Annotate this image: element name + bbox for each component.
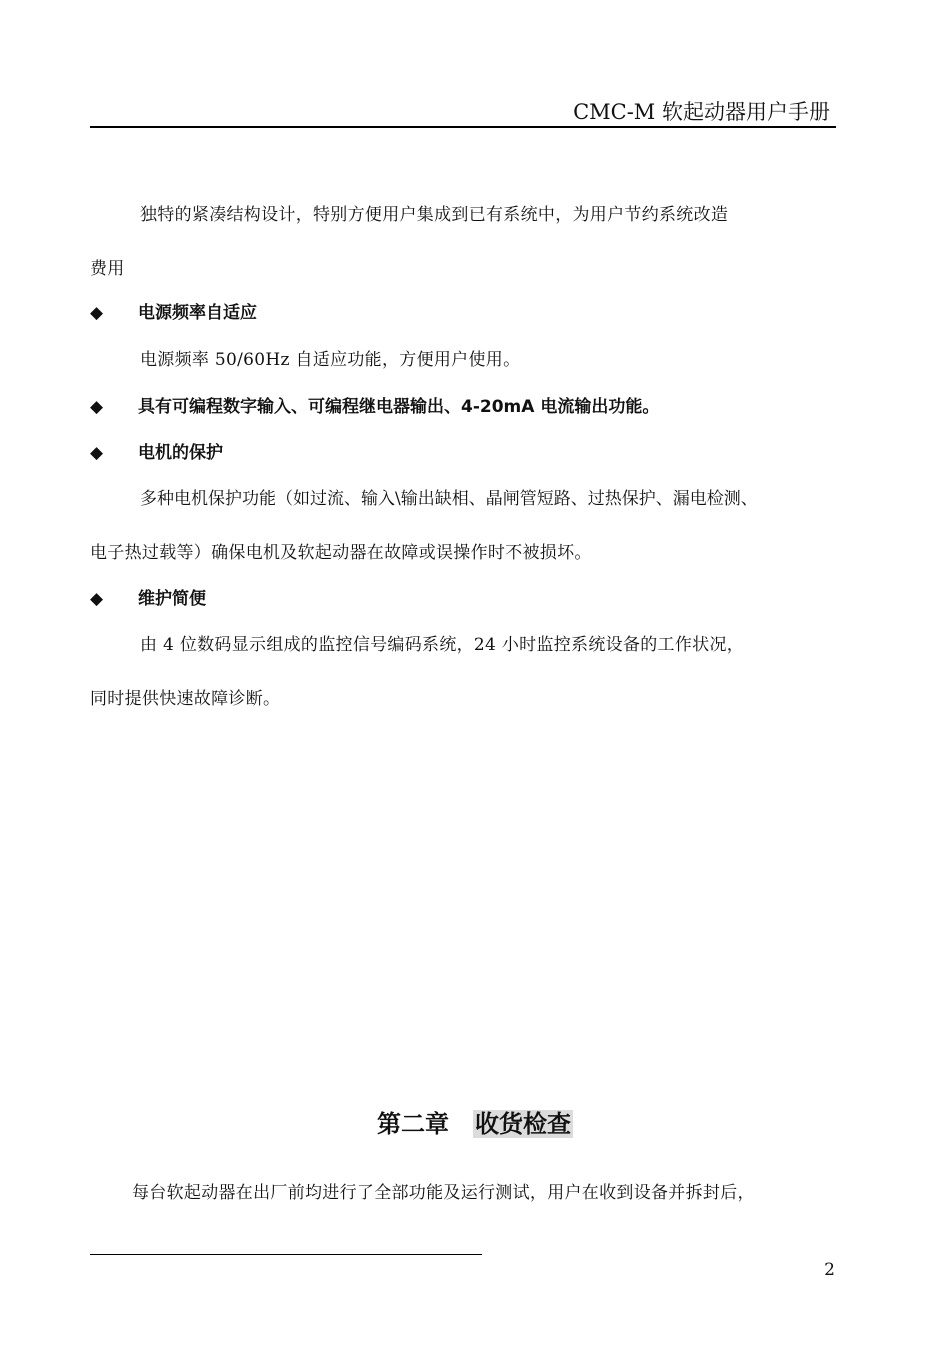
- paragraph-line: 独特的紧凑结构设计，特别方便用户集成到已有系统中，为用户节约系统改造: [140, 205, 729, 225]
- paragraph-line: 电子热过载等）确保电机及软起动器在故障或误操作时不被损坏。: [90, 543, 592, 563]
- paragraph-line: 电源频率 50/60Hz 自适应功能，方便用户使用。: [140, 350, 521, 370]
- bullet-item: [90, 584, 206, 609]
- bullet-text: 电源频率自适应: [138, 303, 257, 323]
- chapter-heading: [0, 1104, 950, 1139]
- paragraph-line: 多种电机保护功能（如过流、输入\输出缺相、晶闸管短路、过热保护、漏电检测、: [140, 489, 758, 509]
- bullet-text: 维护简便: [138, 589, 206, 609]
- page-header-title: CMC-M 软起动器用户手册: [573, 100, 830, 124]
- page-number: 2: [824, 1260, 835, 1280]
- paragraph-line: 同时提供快速故障诊断。: [90, 689, 281, 709]
- diamond-bullet-icon: ◆: [90, 443, 104, 463]
- diamond-bullet-icon: ◆: [90, 303, 104, 323]
- paragraph-line: 由 4 位数码显示组成的监控信号编码系统，24 小时监控系统设备的工作状况，: [140, 635, 745, 655]
- chapter-number: 第二章: [377, 1110, 449, 1138]
- bullet-item: [90, 298, 257, 323]
- chapter-title: 收货检查: [475, 1110, 571, 1138]
- footer-rule: [90, 1254, 482, 1255]
- bullet-text: 具有可编程数字输入、可编程继电器输出、4-20mA 电流输出功能。: [138, 397, 660, 417]
- bullet-text: 电机的保护: [138, 443, 223, 463]
- header-rule: [90, 126, 836, 128]
- paragraph-line: 每台软起动器在出厂前均进行了全部功能及运行测试，用户在收到设备并拆封后，: [132, 1183, 755, 1203]
- diamond-bullet-icon: ◆: [90, 397, 104, 417]
- paragraph-line: 费用: [90, 259, 125, 279]
- bullet-item: [90, 392, 659, 417]
- diamond-bullet-icon: ◆: [90, 589, 104, 609]
- bullet-item: [90, 438, 223, 463]
